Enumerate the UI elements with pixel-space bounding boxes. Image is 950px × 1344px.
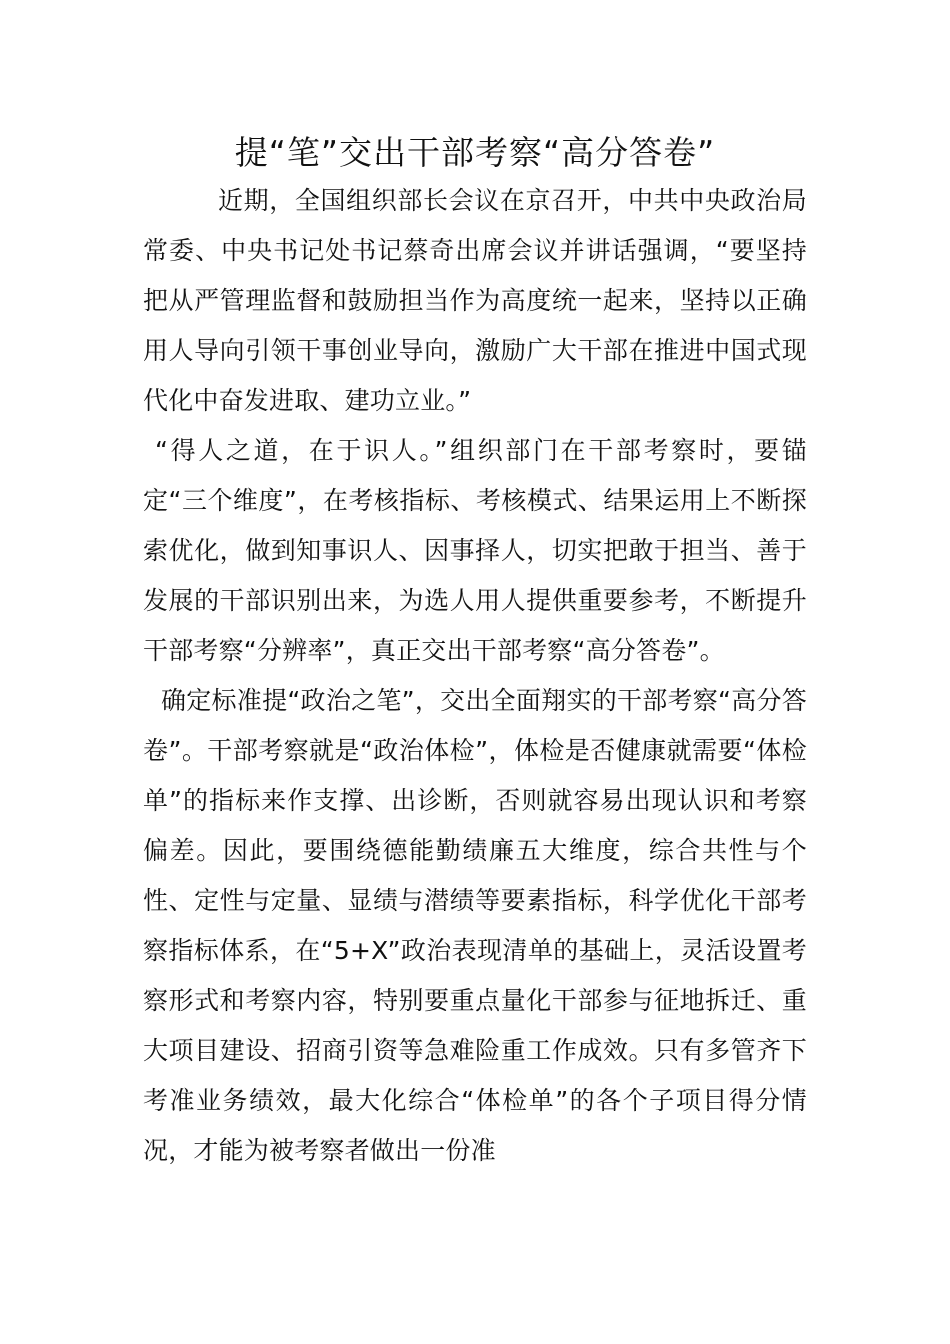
paragraph-1: 近期，全国组织部长会议在京召开，中共中央政治局常委、中央书记处书记蔡奇出席会议并讲话强调，“要坚持把从严管理监督和鼓励担当作为高度统一起来，坚持以正确用人导向引领干事创业导向，激励广大干部在推进中国式现代化中奋发进取、建功立业。”	[143, 186, 807, 415]
paragraph-3: 确定标准提“政治之笔”，交出全面翔实的干部考察“高分答卷”。干部考察就是“政治体检”，体检是否健康就需要“体检单”的指标来作支撑、出诊断，否则就容易出现认识和考察偏差。因此，要围绕德能勤绩廉五大维度，综合共性与个性、定性与定量、显绩与潜绩等要素指标，科学优化干部考察指标体系，在“5+X”政治表现清单的基础上，灵活设置考察形式和考察内容，特别要重点量化干部参与征地拆迁、重大项目建设、招商引资等急难险重工作成效。只有多管齐下考准业务绩效，最大化综合“体检单”的各个子项目得分情况，才能为被考察者做出一份准	[143, 686, 807, 1165]
document-body	[143, 176, 807, 1176]
document-title: 提“笔”交出干部考察“高分答卷”	[234, 133, 716, 172]
paragraph-2: “得人之道，在于识人。”组织部门在干部考察时，要锚定“三个维度”，在考核指标、考核模式、结果运用上不断探索优化，做到知事识人、因事择人，切实把敢于担当、善于发展的干部识别出来，为选人用人提供重要参考，不断提升干部考察“分辨率”，真正交出干部考察“高分答卷”。	[143, 436, 807, 665]
